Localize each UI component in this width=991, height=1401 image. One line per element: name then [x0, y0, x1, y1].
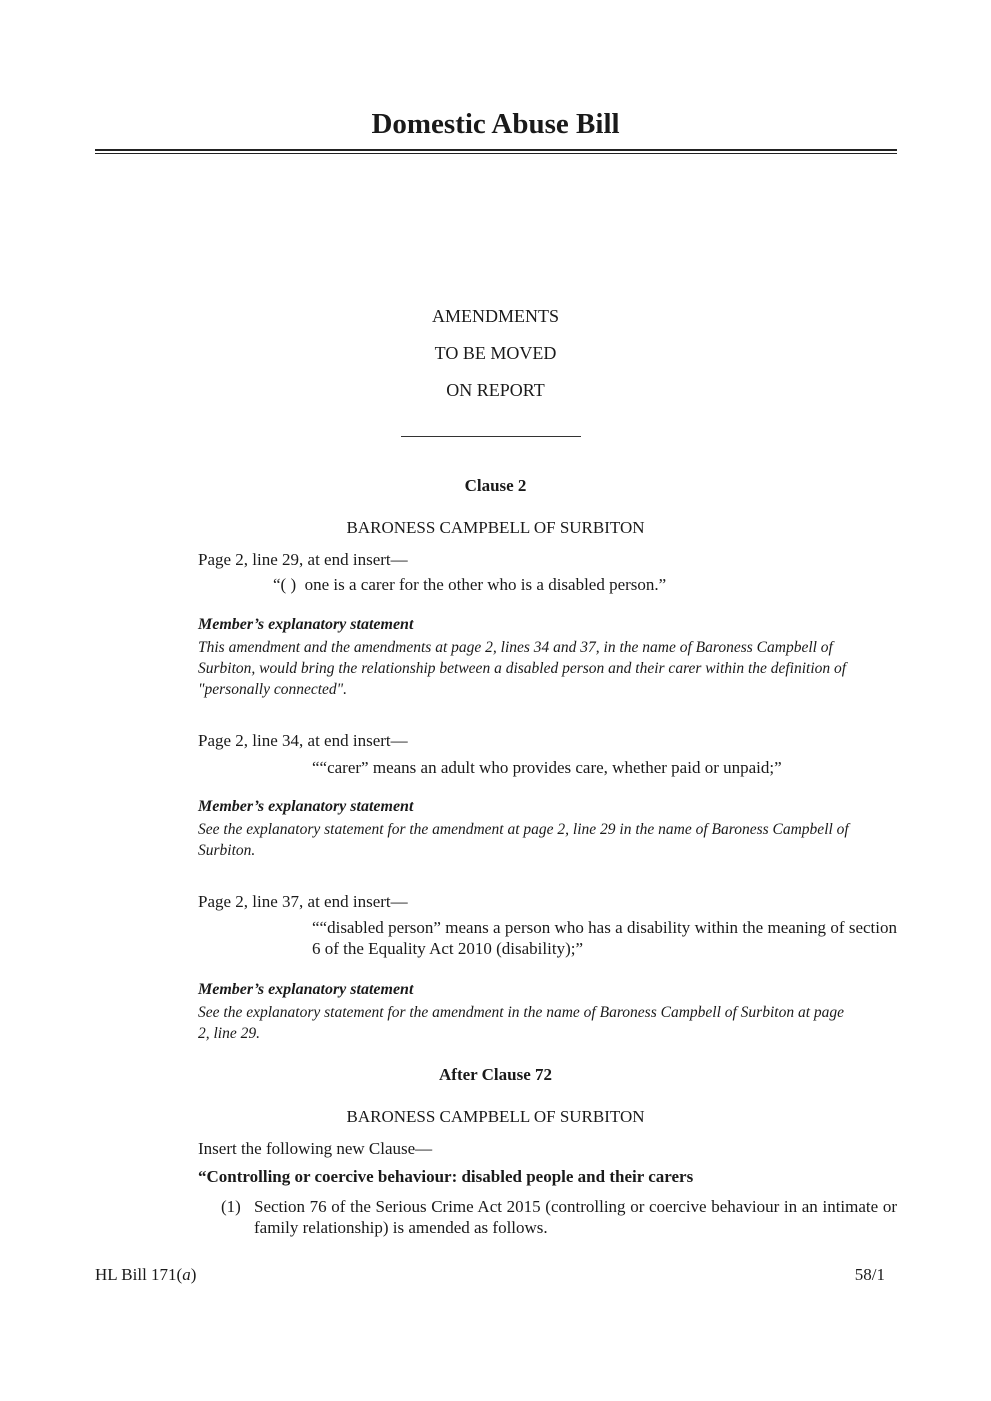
statement-text: See the explanatory statement for the amendment in the name of Baroness Campbell of Surbiton at page 2, line 29.: [198, 1004, 845, 1042]
bill-reference: [95, 1265, 196, 1285]
bill-prefix: HL Bill 171(: [95, 1265, 183, 1284]
document-title: Domestic Abuse Bill: [371, 108, 620, 140]
amendment-number: 58/1: [854, 1265, 885, 1284]
statement-heading: Member’s explanatory statement: [198, 798, 414, 815]
statement-heading: Member’s explanatory statement: [198, 616, 414, 633]
statement-text: This amendment and the amendments at page 2, lines 34 and 37, in the name of Baroness Campbell of Surbiton, would bring the relationship between a disabled person and their carer within the definition of "personally connected".: [198, 639, 847, 698]
amendment-location: Page 2, line 34, at end insert—: [198, 731, 408, 750]
heading-divider: [401, 436, 581, 437]
member-name: BARONESS CAMPBELL OF SURBITON: [346, 518, 645, 537]
amendment-text: ““disabled person” means a person who has a disability within the meaning of section 6 of the Equality Act 2010 (disability);”: [312, 918, 897, 958]
bill-letter: a: [182, 1265, 191, 1284]
clause-heading: After Clause 72: [439, 1065, 552, 1084]
new-clause-title: “Controlling or coercive behaviour: disabled people and their carers: [198, 1167, 694, 1186]
heading-line-3: ON REPORT: [446, 380, 545, 400]
heading-line-1: AMENDMENTS: [431, 306, 559, 326]
title-rule-thin: [95, 153, 897, 154]
heading-line-2: TO BE MOVED: [434, 343, 557, 363]
amendment-location: Page 2, line 37, at end insert—: [198, 892, 408, 911]
subsection-text: Section 76 of the Serious Crime Act 2015 (controlling or coercive behaviour in an intimate or family relationship) is amended as follows.: [254, 1197, 897, 1237]
statement-text: See the explanatory statement for the amendment at page 2, line 29 in the name of Baroness Campbell of Surbiton.: [198, 821, 849, 859]
clause-heading: Clause 2: [464, 476, 527, 495]
amendment-text: ““carer” means an adult who provides care, whether paid or unpaid;”: [312, 758, 782, 777]
instruction-text: Insert the following new Clause—: [198, 1139, 433, 1158]
member-name: BARONESS CAMPBELL OF SURBITON: [346, 1107, 645, 1126]
statement-heading: Member’s explanatory statement: [198, 981, 414, 998]
title-rule-thick: [95, 149, 897, 151]
amendment-text: “( ) one is a carer for the other who is a disabled person.”: [273, 575, 667, 594]
bill-suffix: ): [190, 1265, 197, 1284]
amendment-location: Page 2, line 29, at end insert—: [198, 550, 408, 569]
subsection-number: (1): [221, 1197, 241, 1216]
